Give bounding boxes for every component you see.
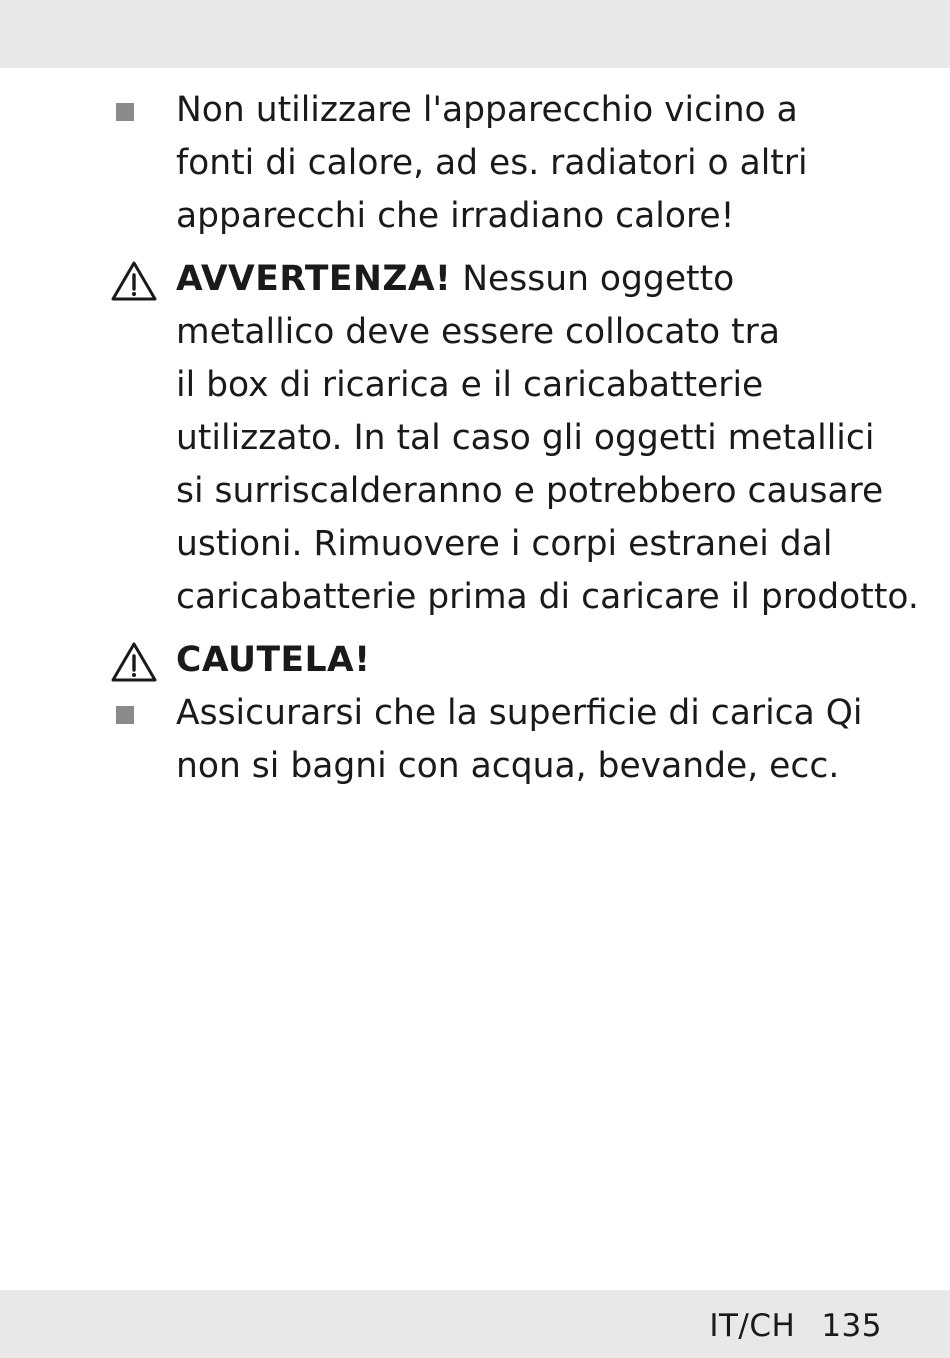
- text-line: caricabatterie prima di caricare il prodotto.: [176, 577, 919, 617]
- text-line: ustioni. Rimuovere i corpi estranei dal: [176, 524, 833, 564]
- text-line: apparecchi che irradiano calore!: [176, 196, 735, 236]
- text-line: non si bagni con acqua, bevande, ecc.: [176, 746, 840, 786]
- warning-label: AVVERTENZA!: [176, 259, 452, 299]
- warning-metal-objects: [110, 253, 919, 624]
- page-footer: [709, 1308, 882, 1344]
- page-number: 135: [821, 1308, 882, 1344]
- footer-locale: IT/CH: [709, 1308, 796, 1344]
- text-line: utilizzato. In tal caso gli oggetti metallici: [176, 418, 875, 458]
- text-line: si surriscalderanno e potrebbero causare: [176, 471, 884, 511]
- text-line: fonti di calore, ad es. radiatori o altri: [176, 143, 808, 183]
- warning-triangle-icon: [110, 641, 158, 683]
- bullet-square-icon: [116, 706, 134, 724]
- caution-heading: [110, 634, 900, 687]
- text-line: [176, 253, 900, 306]
- text-line: metallico deve essere collocato tra: [176, 312, 780, 352]
- warning-triangle-icon: [110, 260, 158, 302]
- text-line: Assicurarsi che la superficie di carica Qi: [176, 693, 863, 733]
- safety-note-water: [110, 687, 900, 793]
- footer-band: [0, 1290, 950, 1358]
- page-content: [110, 84, 919, 793]
- text-line: il box di ricarica e il caricabatterie: [176, 365, 764, 405]
- text-line: Non utilizzare l'apparecchio vicino a: [176, 90, 798, 130]
- header-band: [0, 0, 950, 68]
- bullet-square-icon: [116, 103, 134, 121]
- safety-note-heat: [110, 84, 900, 243]
- warning-text-start: Nessun oggetto: [451, 259, 735, 299]
- caution-label: CAUTELA!: [176, 640, 371, 680]
